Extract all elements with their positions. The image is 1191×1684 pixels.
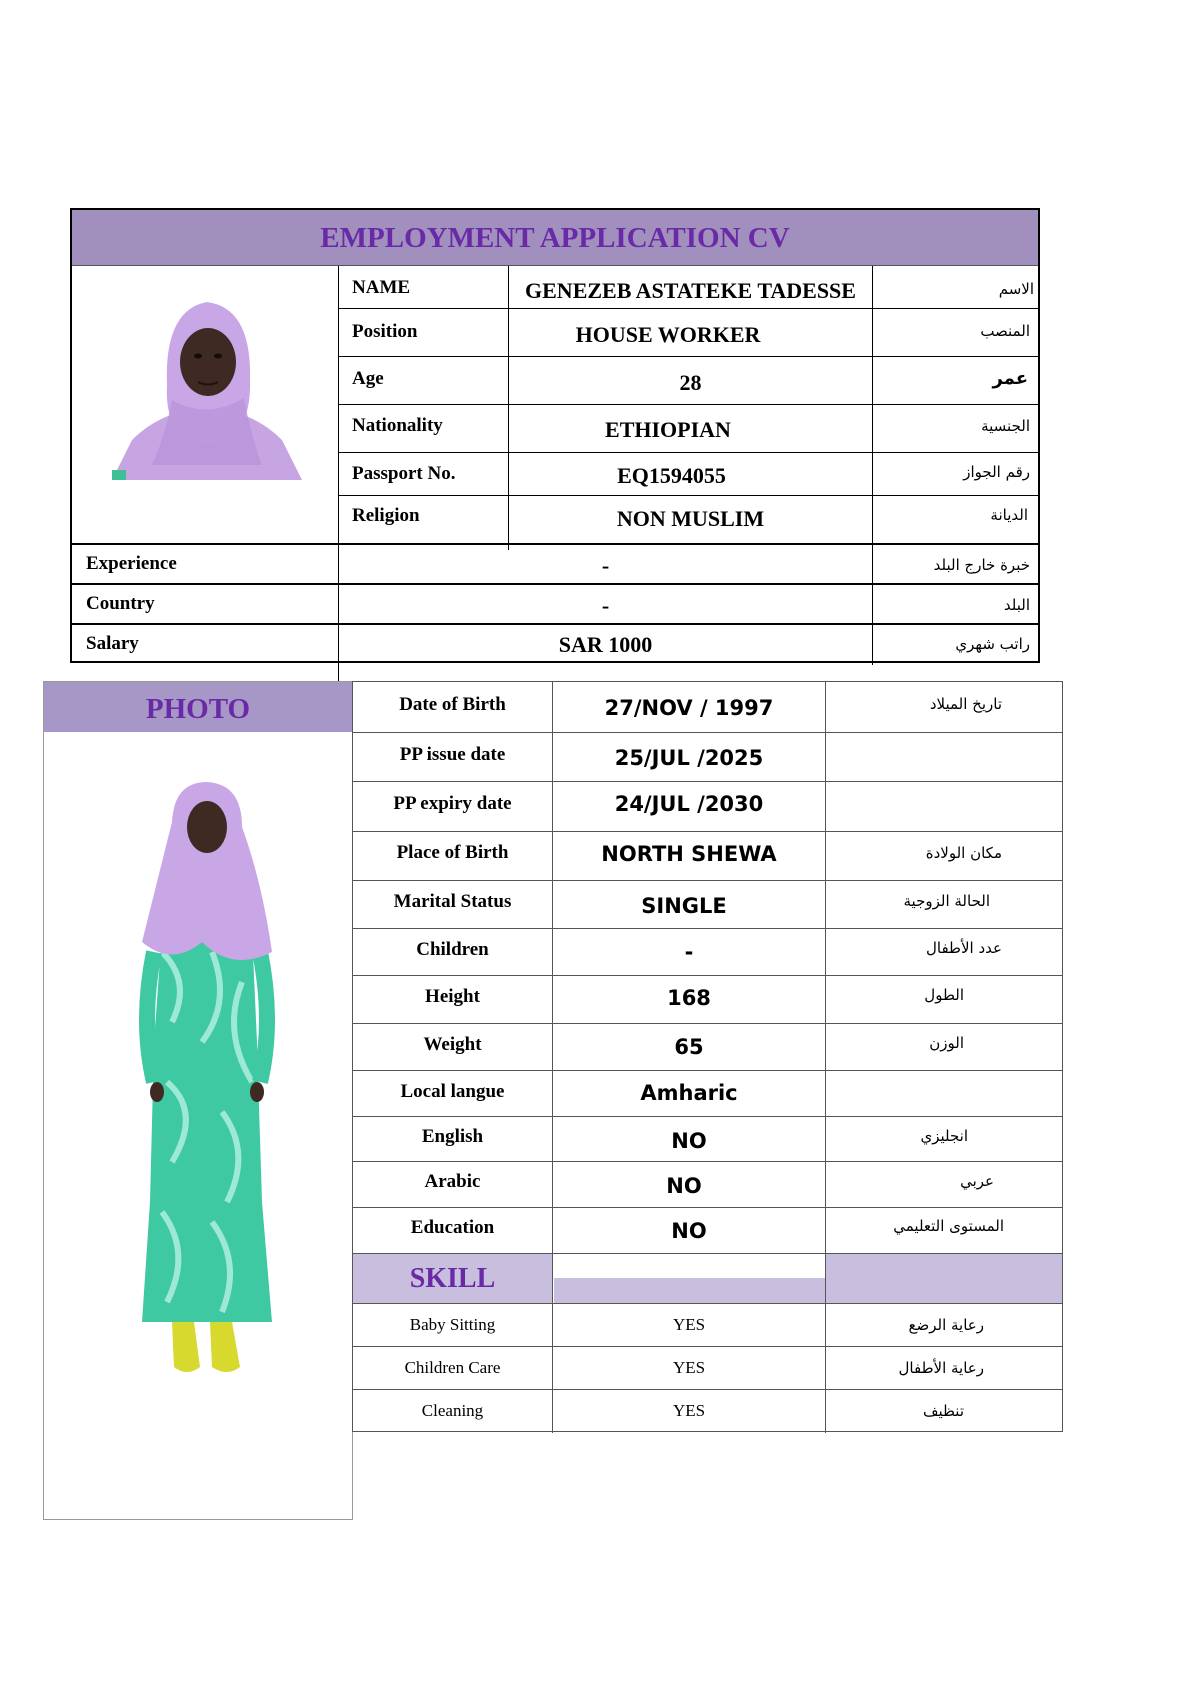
experience-label: Experience bbox=[86, 553, 177, 574]
marital-status-arabic: الحالة الزوجية bbox=[903, 892, 990, 910]
skill-baby-sitting-value: YES bbox=[672, 1315, 706, 1334]
arabic-value: NO bbox=[666, 1174, 702, 1198]
nationality-arabic: الجنسية bbox=[981, 417, 1030, 435]
country-arabic: البلد bbox=[1003, 596, 1030, 614]
pp-issue-label: PP issue date bbox=[399, 744, 506, 765]
passport-arabic: رقم الجواز bbox=[963, 463, 1030, 481]
name-label: NAME bbox=[352, 277, 411, 298]
passport-label: Passport No. bbox=[352, 463, 456, 484]
religion-value: NON MUSLIM bbox=[616, 506, 765, 531]
skill-baby-sitting-label: Baby Sitting bbox=[409, 1315, 496, 1334]
place-of-birth-value: NORTH SHEWA bbox=[601, 842, 777, 866]
details-table bbox=[352, 681, 1063, 1432]
salary-arabic: راتب شهري bbox=[955, 635, 1030, 653]
place-of-birth-arabic: مكان الولادة bbox=[925, 844, 1002, 862]
local-language-value: Amharic bbox=[640, 1081, 738, 1105]
dob-value: 27/NOV / 1997 bbox=[604, 696, 774, 720]
pp-issue-value: 25/JUL /2025 bbox=[614, 746, 764, 770]
full-photo-panel bbox=[43, 681, 353, 1520]
photo-heading: PHOTO bbox=[44, 682, 352, 732]
portrait-image bbox=[112, 290, 302, 480]
applicant-summary-table bbox=[70, 208, 1040, 663]
dob-label: Date of Birth bbox=[399, 694, 506, 715]
height-value: 168 bbox=[667, 986, 711, 1010]
skill-cleaning-label: Cleaning bbox=[421, 1401, 484, 1420]
experience-value: - bbox=[601, 553, 610, 578]
marital-status-label: Marital Status bbox=[393, 891, 512, 912]
children-value: - bbox=[684, 940, 694, 964]
height-arabic: الطول bbox=[924, 986, 964, 1004]
full-body-photo bbox=[132, 782, 282, 1382]
skill-cleaning-arabic: تنظيف bbox=[922, 1402, 964, 1420]
religion-arabic: الديانة bbox=[990, 506, 1028, 524]
weight-arabic: الوزن bbox=[929, 1034, 964, 1052]
skill-heading: SKILL bbox=[409, 1263, 496, 1294]
children-arabic: عدد الأطفال bbox=[926, 939, 1002, 957]
weight-value: 65 bbox=[674, 1035, 704, 1059]
english-value: NO bbox=[671, 1129, 707, 1153]
name-arabic: الاسم bbox=[998, 280, 1034, 298]
english-label: English bbox=[421, 1126, 484, 1147]
education-value: NO bbox=[671, 1219, 707, 1243]
age-arabic: عمر bbox=[992, 368, 1028, 389]
age-value: 28 bbox=[679, 370, 702, 395]
position-value: HOUSE WORKER bbox=[575, 322, 761, 347]
skill-children-care-value: YES bbox=[672, 1358, 706, 1377]
cv-title: EMPLOYMENT APPLICATION CV bbox=[72, 210, 1038, 266]
salary-value: SAR 1000 bbox=[558, 632, 653, 657]
education-arabic: المستوى التعليمي bbox=[893, 1217, 1004, 1235]
weight-label: Weight bbox=[423, 1034, 482, 1055]
skill-cleaning-value: YES bbox=[672, 1401, 706, 1420]
age-label: Age bbox=[352, 368, 384, 389]
arabic-arabic: عربي bbox=[960, 1172, 994, 1190]
pp-expiry-label: PP expiry date bbox=[393, 793, 512, 814]
religion-label: Religion bbox=[352, 505, 420, 526]
skill-children-care-arabic: رعاية الأطفال bbox=[898, 1359, 984, 1377]
children-label: Children bbox=[416, 939, 489, 960]
country-value: - bbox=[601, 593, 610, 618]
position-arabic: المنصب bbox=[980, 322, 1030, 340]
full-body-image bbox=[132, 782, 282, 1382]
salary-label: Salary bbox=[86, 633, 139, 654]
nationality-value: ETHIOPIAN bbox=[605, 417, 731, 442]
skill-children-care-label: Children Care bbox=[404, 1358, 501, 1377]
name-value: GENEZEB ASTATEKE TADESSE bbox=[525, 278, 856, 303]
nationality-label: Nationality bbox=[352, 415, 443, 436]
marital-status-value: SINGLE bbox=[641, 894, 727, 918]
place-of-birth-label: Place of Birth bbox=[396, 842, 509, 863]
height-label: Height bbox=[425, 986, 480, 1007]
passport-value: EQ1594055 bbox=[617, 463, 726, 488]
education-label: Education bbox=[410, 1217, 495, 1238]
dob-arabic: تاريخ الميلاد bbox=[929, 695, 1002, 713]
arabic-label: Arabic bbox=[424, 1171, 481, 1192]
pp-expiry-value: 24/JUL /2030 bbox=[614, 792, 764, 816]
position-label: Position bbox=[352, 321, 418, 342]
local-language-label: Local langue bbox=[400, 1081, 505, 1102]
country-label: Country bbox=[86, 593, 155, 614]
portrait-photo bbox=[112, 290, 302, 480]
experience-arabic: خبرة خارج البلد bbox=[933, 556, 1030, 574]
skill-baby-sitting-arabic: رعاية الرضع bbox=[908, 1316, 984, 1334]
english-arabic: انجليزي bbox=[920, 1127, 968, 1145]
